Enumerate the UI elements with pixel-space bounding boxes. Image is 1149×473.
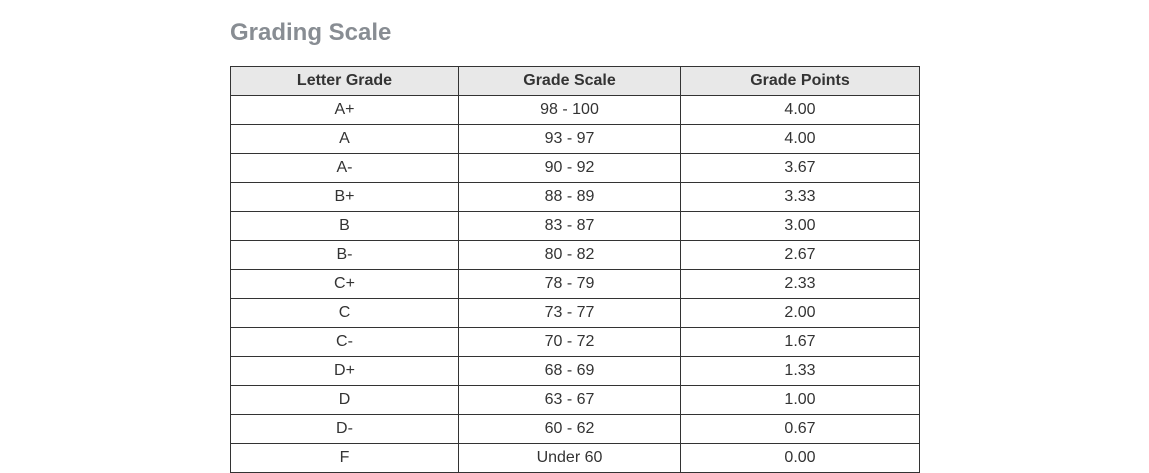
letter-grade-cell: F	[231, 444, 459, 473]
letter-grade-cell: B+	[231, 183, 459, 212]
grade-points-cell: 2.00	[681, 299, 920, 328]
grade-scale-cell: 90 - 92	[459, 154, 681, 183]
letter-grade-cell: B	[231, 212, 459, 241]
table-row	[231, 357, 920, 386]
table-row	[231, 125, 920, 154]
grade-scale-cell: 60 - 62	[459, 415, 681, 444]
grading-scale-table	[230, 66, 920, 473]
grade-points-cell: 2.33	[681, 270, 920, 299]
letter-grade-cell: D+	[231, 357, 459, 386]
grade-scale-cell: 83 - 87	[459, 212, 681, 241]
grade-points-cell: 1.33	[681, 357, 920, 386]
letter-grade-cell: C+	[231, 270, 459, 299]
grade-scale-cell: 80 - 82	[459, 241, 681, 270]
grade-scale-cell: 68 - 69	[459, 357, 681, 386]
grade-scale-cell: 78 - 79	[459, 270, 681, 299]
grade-points-cell: 4.00	[681, 96, 920, 125]
header-row	[231, 67, 920, 96]
grade-scale-cell: 73 - 77	[459, 299, 681, 328]
grade-points-cell: 3.00	[681, 212, 920, 241]
table-row	[231, 386, 920, 415]
grade-points-cell: 3.33	[681, 183, 920, 212]
letter-grade-cell: A-	[231, 154, 459, 183]
header-letter-grade: Letter Grade	[231, 67, 459, 96]
letter-grade-cell: D	[231, 386, 459, 415]
letter-grade-cell: B-	[231, 241, 459, 270]
header-grade-points: Grade Points	[681, 67, 920, 96]
grade-scale-cell: Under 60	[459, 444, 681, 473]
table-row	[231, 212, 920, 241]
table-row	[231, 96, 920, 125]
grade-points-cell: 0.00	[681, 444, 920, 473]
grade-points-cell: 2.67	[681, 241, 920, 270]
header-grade-scale: Grade Scale	[459, 67, 681, 96]
table-row	[231, 270, 920, 299]
table-row	[231, 328, 920, 357]
grade-points-cell: 4.00	[681, 125, 920, 154]
letter-grade-cell: A+	[231, 96, 459, 125]
table-row	[231, 444, 920, 473]
grade-scale-cell: 98 - 100	[459, 96, 681, 125]
table-row	[231, 154, 920, 183]
grade-points-cell: 1.00	[681, 386, 920, 415]
letter-grade-cell: C-	[231, 328, 459, 357]
table-row	[231, 415, 920, 444]
letter-grade-cell: D-	[231, 415, 459, 444]
table-row	[231, 183, 920, 212]
grade-scale-cell: 63 - 67	[459, 386, 681, 415]
letter-grade-cell: C	[231, 299, 459, 328]
grade-points-cell: 0.67	[681, 415, 920, 444]
table-body	[231, 96, 920, 473]
grade-points-cell: 1.67	[681, 328, 920, 357]
table-row	[231, 241, 920, 270]
grade-points-cell: 3.67	[681, 154, 920, 183]
grade-scale-cell: 70 - 72	[459, 328, 681, 357]
grade-scale-cell: 88 - 89	[459, 183, 681, 212]
letter-grade-cell: A	[231, 125, 459, 154]
page-title: Grading Scale	[230, 19, 392, 46]
table-header	[231, 67, 920, 96]
grade-scale-cell: 93 - 97	[459, 125, 681, 154]
table-row	[231, 299, 920, 328]
